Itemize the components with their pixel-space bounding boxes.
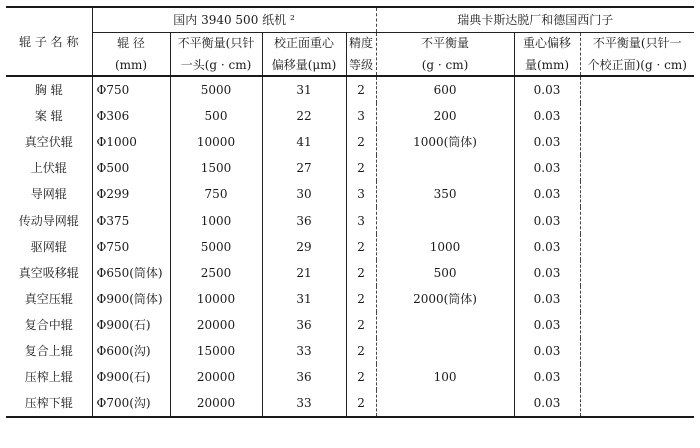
cell-name: 真空吸移辊 <box>18 265 79 280</box>
cell-f-unbalance2 <box>580 129 694 155</box>
table-body <box>6 76 694 417</box>
table-row <box>6 338 694 364</box>
cell-grade: 2 <box>346 155 376 181</box>
cell-f-unbalance <box>376 155 514 181</box>
group-header-foreign: 瑞典卡斯达脱厂和德国西门子 <box>376 7 694 33</box>
cell-f-unbalance2 <box>580 155 694 181</box>
cell-diameter: Φ900(筒体) <box>92 286 170 312</box>
cell-diameter: Φ900(石) <box>92 364 170 390</box>
cell-grade: 2 <box>346 260 376 286</box>
cell-diameter: Φ1000 <box>92 129 170 155</box>
col-header-name: 辊 子 名 称 <box>6 7 92 76</box>
cell-f-unbalance: 2000(筒体) <box>376 286 514 312</box>
table-row <box>6 181 694 207</box>
cell-f-offset: 0.03 <box>514 234 580 260</box>
cell-f-unbalance <box>376 312 514 338</box>
cell-offset: 30 <box>262 181 346 207</box>
cell-f-unbalance2 <box>580 76 694 103</box>
cell-offset: 33 <box>262 390 346 417</box>
cell-f-unbalance2 <box>580 364 694 390</box>
cell-f-offset: 0.03 <box>514 103 580 129</box>
cell-unbalance: 20000 <box>170 312 262 338</box>
cell-diameter: Φ750 <box>92 234 170 260</box>
cell-grade: 2 <box>346 338 376 364</box>
cell-f-unbalance2 <box>580 312 694 338</box>
cell-grade: 2 <box>346 364 376 390</box>
table-row <box>6 260 694 286</box>
cell-diameter: Φ299 <box>92 181 170 207</box>
cell-offset: 31 <box>262 286 346 312</box>
cell-f-offset: 0.03 <box>514 364 580 390</box>
col-header-offset-line2: 偏移量(μm) <box>271 58 337 72</box>
cell-unbalance: 500 <box>170 103 262 129</box>
cell-offset: 31 <box>262 76 346 103</box>
cell-f-offset: 0.03 <box>514 76 580 103</box>
table-row <box>6 76 694 103</box>
table-row <box>6 234 694 260</box>
cell-name: 上伏辊 <box>30 161 67 176</box>
cell-unbalance: 10000 <box>170 286 262 312</box>
table-row <box>6 364 694 390</box>
cell-f-unbalance <box>376 338 514 364</box>
cell-unbalance: 5000 <box>170 76 262 103</box>
cell-unbalance: 20000 <box>170 364 262 390</box>
cell-grade: 2 <box>346 76 376 103</box>
cell-grade: 2 <box>346 286 376 312</box>
table-row <box>6 129 694 155</box>
cell-name: 案 辊 <box>34 109 63 124</box>
cell-f-unbalance <box>376 207 514 233</box>
col-header-f-unbalance-line2: (g · cm) <box>421 58 469 72</box>
cell-name: 真空压辊 <box>24 291 73 306</box>
cell-unbalance: 750 <box>170 181 262 207</box>
col-header-f-unbalance <box>376 33 514 77</box>
cell-f-unbalance: 1000 <box>376 234 514 260</box>
col-header-diameter <box>92 33 170 77</box>
cell-offset: 36 <box>262 312 346 338</box>
cell-f-unbalance2 <box>580 338 694 364</box>
cell-f-offset: 0.03 <box>514 286 580 312</box>
table-row <box>6 286 694 312</box>
cell-name: 胸 辊 <box>34 83 63 98</box>
col-header-diameter-label: 辊 径 <box>117 36 145 50</box>
table-row <box>6 207 694 233</box>
cell-name: 复合中辊 <box>24 317 73 332</box>
cell-grade: 2 <box>346 312 376 338</box>
cell-grade: 3 <box>346 103 376 129</box>
cell-name: 驱网辊 <box>30 239 67 254</box>
cell-f-unbalance2 <box>580 286 694 312</box>
cell-f-offset: 0.03 <box>514 390 580 417</box>
table-row <box>6 155 694 181</box>
cell-diameter: Φ650(筒体) <box>92 260 170 286</box>
cell-f-unbalance: 350 <box>376 181 514 207</box>
col-header-f-unbalance2 <box>580 33 694 77</box>
cell-unbalance: 1500 <box>170 155 262 181</box>
cell-unbalance: 1000 <box>170 207 262 233</box>
cell-f-offset: 0.03 <box>514 207 580 233</box>
cell-f-offset: 0.03 <box>514 260 580 286</box>
cell-offset: 33 <box>262 338 346 364</box>
col-header-grade-line1: 精度 <box>349 36 374 50</box>
cell-f-offset: 0.03 <box>514 129 580 155</box>
cell-offset: 21 <box>262 260 346 286</box>
col-header-f-offset <box>514 33 580 77</box>
cell-offset: 41 <box>262 129 346 155</box>
cell-f-unbalance: 1000(筒体) <box>376 129 514 155</box>
col-header-unbalance <box>170 33 262 77</box>
cell-name: 复合上辊 <box>24 343 73 358</box>
cell-f-unbalance2 <box>580 103 694 129</box>
cell-f-unbalance2 <box>580 390 694 417</box>
col-header-f-offset-line1: 重心偏移 <box>523 36 572 50</box>
cell-grade: 2 <box>346 390 376 417</box>
cell-f-unbalance <box>376 390 514 417</box>
cell-f-unbalance: 500 <box>376 260 514 286</box>
col-header-f-unbalance-line1: 不平衡量 <box>421 36 470 50</box>
cell-f-unbalance2 <box>580 260 694 286</box>
cell-diameter: Φ600(沟) <box>92 338 170 364</box>
cell-f-offset: 0.03 <box>514 155 580 181</box>
cell-name: 压榨上辊 <box>24 370 73 385</box>
col-header-grade <box>346 33 376 77</box>
cell-diameter: Φ900(石) <box>92 312 170 338</box>
cell-grade: 3 <box>346 207 376 233</box>
cell-f-unbalance2 <box>580 181 694 207</box>
table-row <box>6 390 694 417</box>
cell-unbalance: 15000 <box>170 338 262 364</box>
col-header-unbalance-line1: 不平衡量(只针 <box>177 36 255 50</box>
cell-offset: 22 <box>262 103 346 129</box>
table-row <box>6 103 694 129</box>
cell-offset: 36 <box>262 364 346 390</box>
col-header-f-unbalance2-line1: 不平衡量(只针一 <box>592 36 682 50</box>
cell-diameter: Φ700(沟) <box>92 390 170 417</box>
group-header-domestic: 国内 3940 500 纸机 ² <box>92 7 376 33</box>
table-row <box>6 312 694 338</box>
cell-unbalance: 20000 <box>170 390 262 417</box>
cell-unbalance: 10000 <box>170 129 262 155</box>
cell-f-offset: 0.03 <box>514 181 580 207</box>
cell-name: 导网辊 <box>30 187 67 202</box>
cell-offset: 29 <box>262 234 346 260</box>
col-header-f-unbalance2-line2: 个校正面)(g · cm) <box>587 58 687 72</box>
cell-grade: 2 <box>346 234 376 260</box>
cell-diameter: Φ306 <box>92 103 170 129</box>
cell-f-unbalance: 100 <box>376 364 514 390</box>
col-header-offset-line1: 校正面重心 <box>273 36 334 50</box>
col-header-f-offset-line2: 量(mm) <box>524 58 570 72</box>
cell-offset: 27 <box>262 155 346 181</box>
cell-unbalance: 2500 <box>170 260 262 286</box>
cell-diameter: Φ375 <box>92 207 170 233</box>
cell-f-offset: 0.03 <box>514 312 580 338</box>
col-header-diameter-unit: (mm) <box>114 58 148 72</box>
cell-diameter: Φ500 <box>92 155 170 181</box>
cell-diameter: Φ750 <box>92 76 170 103</box>
roller-balance-table <box>6 6 694 418</box>
cell-offset: 36 <box>262 207 346 233</box>
cell-f-offset: 0.03 <box>514 338 580 364</box>
cell-name: 真空伏辊 <box>24 135 73 150</box>
cell-name: 传动导网辊 <box>18 213 79 228</box>
cell-unbalance: 5000 <box>170 234 262 260</box>
col-header-grade-line2: 等级 <box>349 58 374 72</box>
cell-name: 压榨下辊 <box>6 390 92 417</box>
cell-f-unbalance2 <box>580 234 694 260</box>
cell-f-unbalance: 600 <box>376 76 514 103</box>
col-header-offset <box>262 33 346 77</box>
cell-grade: 3 <box>346 181 376 207</box>
cell-grade: 2 <box>346 129 376 155</box>
cell-f-unbalance: 200 <box>376 103 514 129</box>
col-header-unbalance-line2: 一头(g · cm) <box>180 58 252 72</box>
cell-f-unbalance2 <box>580 207 694 233</box>
